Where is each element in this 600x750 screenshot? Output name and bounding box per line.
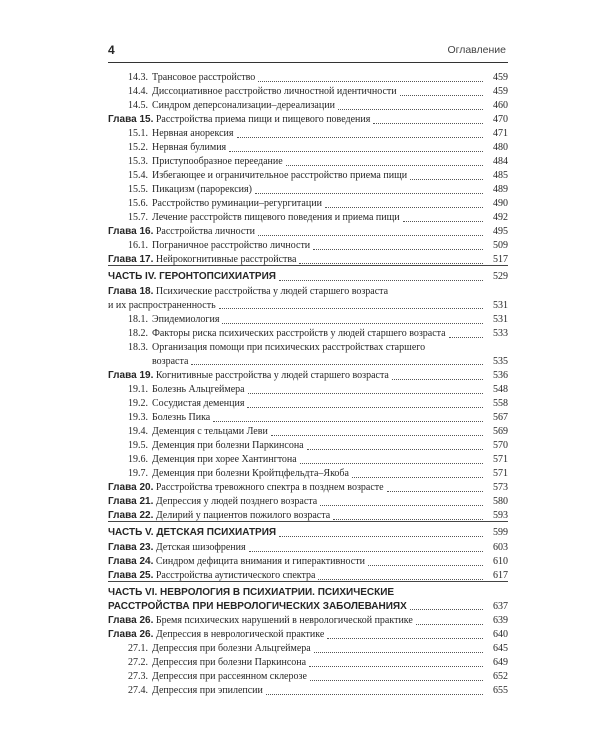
- toc-chapter-entry[interactable]: [108, 481, 508, 495]
- toc-entry[interactable]: [128, 313, 508, 327]
- dot-leader: [318, 579, 483, 580]
- page-ref: 640: [493, 629, 508, 640]
- page-ref: 610: [493, 556, 508, 567]
- section-title: Депрессия при эпилепсии: [152, 685, 263, 696]
- section-number: 18.2.: [128, 328, 148, 339]
- section-title: Факторы риска психических расстройств у людей старшего возраста: [152, 328, 446, 339]
- toc-entry[interactable]: [128, 397, 508, 411]
- section-number: 19.7.: [128, 468, 148, 479]
- chapter-title: Делирий у пациентов пожилого возраста: [155, 510, 331, 521]
- section-number: 19.6.: [128, 454, 148, 465]
- section-number: 14.3.: [128, 72, 148, 83]
- dot-leader: [325, 207, 483, 208]
- section-title: Нервная булимия: [152, 142, 227, 153]
- chapter-label: Глава 22.: [108, 510, 154, 521]
- page-ref: 570: [493, 440, 508, 451]
- toc-entry[interactable]: [128, 341, 508, 368]
- toc-chapter-entry[interactable]: [108, 628, 508, 642]
- toc-chapter-entry[interactable]: [108, 225, 508, 239]
- section-title: Депрессия при болезни Паркинсона: [152, 657, 307, 668]
- section-title: Эпидемиология: [152, 314, 220, 325]
- page-ref: 548: [493, 384, 508, 395]
- section-title: Расстройство руминации–регургитации: [152, 198, 322, 209]
- toc-part-entry[interactable]: [108, 586, 508, 613]
- section-number: 19.1.: [128, 384, 148, 395]
- dot-leader: [258, 81, 483, 82]
- toc-entry[interactable]: [128, 411, 508, 425]
- dot-leader: [229, 151, 483, 152]
- dot-leader: [392, 379, 483, 380]
- chapter-title: Детская шизофрения: [155, 542, 246, 553]
- dot-leader: [314, 652, 483, 653]
- page-ref: 558: [493, 398, 508, 409]
- page-ref: 460: [493, 100, 508, 111]
- page-ref: 470: [493, 114, 508, 125]
- dot-leader: [279, 536, 483, 537]
- section-number: 19.3.: [128, 412, 148, 423]
- section-title: Депрессия при болезни Альцгеймера: [152, 643, 311, 654]
- dot-leader: [410, 179, 483, 180]
- dot-leader: [307, 449, 483, 450]
- section-title: Диссоциативное расстройство личностной идентичности: [152, 86, 397, 97]
- section-title: Лечение расстройств пищевого поведения и приема пищи: [152, 212, 400, 223]
- dot-leader: [271, 435, 483, 436]
- section-number: 27.2.: [128, 657, 148, 668]
- dot-leader: [248, 393, 483, 394]
- section-number: 18.1.: [128, 314, 148, 325]
- section-number: 15.7.: [128, 212, 148, 223]
- chapter-label: Глава 19.: [108, 370, 154, 381]
- section-title: Болезнь Альцгеймера: [152, 384, 245, 395]
- section-title: Трансовое расстройство: [152, 72, 256, 83]
- page-ref: 471: [493, 128, 508, 139]
- chapter-label: Глава 15.: [108, 114, 154, 125]
- header-divider: [108, 62, 508, 63]
- page-ref: 571: [493, 468, 508, 479]
- chapter-title: Бремя психических нарушений в неврологической практике: [155, 615, 413, 626]
- page-ref: 599: [493, 527, 508, 538]
- toc-chapter-entry[interactable]: [108, 541, 508, 555]
- toc-entry[interactable]: [128, 327, 508, 341]
- toc-entry[interactable]: [128, 670, 508, 684]
- section-number: 15.3.: [128, 156, 148, 167]
- section-number: 16.1.: [128, 240, 148, 251]
- toc-entry[interactable]: [128, 211, 508, 225]
- section-title: Избегающее и ограничительное расстройство приема пищи: [152, 170, 408, 181]
- running-title: Оглавление: [447, 44, 506, 56]
- dot-leader: [449, 337, 483, 338]
- page-ref: 533: [493, 328, 508, 339]
- section-number: 15.4.: [128, 170, 148, 181]
- section-number: 15.2.: [128, 142, 148, 153]
- section-divider: [108, 581, 508, 582]
- section-number: 15.5.: [128, 184, 148, 195]
- page-ref: 480: [493, 142, 508, 153]
- section-title: Деменция при болезни Кройтцфельдта–Якоба: [152, 468, 349, 479]
- page-ref: 603: [493, 542, 508, 553]
- toc-entry[interactable]: [128, 656, 508, 670]
- dot-leader: [352, 477, 483, 478]
- toc-entry[interactable]: [128, 169, 508, 183]
- chapter-label: Глава 17.: [108, 254, 154, 265]
- dot-leader: [333, 519, 483, 520]
- toc-entry[interactable]: [128, 197, 508, 211]
- page-ref: 567: [493, 412, 508, 423]
- page-ref: 655: [493, 685, 508, 696]
- chapter-label: Глава 21.: [108, 496, 154, 507]
- toc-entry[interactable]: [128, 239, 508, 253]
- chapter-title: Когнитивные расстройства у людей старшего возраста: [155, 370, 389, 381]
- section-number: 14.4.: [128, 86, 148, 97]
- section-number: 19.2.: [128, 398, 148, 409]
- toc-entry[interactable]: [128, 99, 508, 113]
- chapter-label: Глава 26.: [108, 615, 154, 626]
- toc-entry[interactable]: [128, 642, 508, 656]
- chapter-title: Расстройства аутистического спектра: [155, 570, 316, 581]
- dot-leader: [299, 263, 483, 264]
- section-number: 19.5.: [128, 440, 148, 451]
- section-number: 15.6.: [128, 198, 148, 209]
- page-ref: 485: [493, 170, 508, 181]
- toc-entry[interactable]: [128, 71, 508, 85]
- chapter-title: Расстройства приема пищи и пищевого поведения: [155, 114, 371, 125]
- page-ref: 569: [493, 426, 508, 437]
- section-title: Деменция при болезни Паркинсона: [152, 440, 304, 451]
- page-ref: 639: [493, 615, 508, 626]
- page-ref: 645: [493, 643, 508, 654]
- section-number: 15.1.: [128, 128, 148, 139]
- dot-leader: [286, 165, 483, 166]
- chapter-title: Расстройства тревожного спектра в позднем возрасте: [155, 482, 384, 493]
- page-ref: 617: [493, 570, 508, 581]
- toc-entry[interactable]: [128, 425, 508, 439]
- dot-leader: [258, 235, 483, 236]
- chapter-label: Глава 16.: [108, 226, 154, 237]
- chapter-label: Глава 26.: [108, 629, 154, 640]
- dot-leader: [368, 565, 483, 566]
- dot-leader: [338, 109, 483, 110]
- page-ref: 531: [493, 299, 508, 311]
- dot-leader: [313, 249, 483, 250]
- dot-leader: [247, 407, 483, 408]
- part-title: ЧАСТЬ IV. ГЕРОНТОПСИХИАТРИЯ: [108, 271, 276, 282]
- chapter-title: Расстройства личности: [155, 226, 256, 237]
- toc-part-entry[interactable]: [108, 270, 508, 284]
- page-ref: 536: [493, 370, 508, 381]
- toc-entry[interactable]: [128, 141, 508, 155]
- page-ref: 490: [493, 198, 508, 209]
- section-number: 18.3.: [128, 342, 148, 353]
- dot-leader: [249, 551, 483, 552]
- page-ref: 571: [493, 454, 508, 465]
- section-title: Пикацизм (парорексия): [152, 184, 252, 195]
- page-number: 4: [108, 43, 115, 57]
- section-title-line2: возраста: [152, 355, 189, 367]
- part-title-line1: ЧАСТЬ VI. НЕВРОЛОГИЯ В ПСИХИАТРИИ. ПСИХИЧЕСКИЕ: [108, 587, 395, 598]
- page-ref: 535: [493, 355, 508, 367]
- toc-entry[interactable]: [128, 383, 508, 397]
- page-ref: 489: [493, 184, 508, 195]
- section-title: Нервная анорексия: [152, 128, 234, 139]
- dot-leader: [222, 323, 483, 324]
- page-ref: 580: [493, 496, 508, 507]
- section-number: 27.4.: [128, 685, 148, 696]
- toc-entry[interactable]: [128, 127, 508, 141]
- chapter-title-line1: Психические расстройства у людей старшего возраста: [155, 286, 389, 297]
- page-ref: 459: [493, 72, 508, 83]
- section-divider: [108, 265, 508, 266]
- toc-entry[interactable]: [128, 467, 508, 481]
- toc-entry[interactable]: [128, 183, 508, 197]
- page-header: [108, 43, 506, 59]
- toc-chapter-entry[interactable]: [108, 285, 508, 312]
- toc-entry[interactable]: [128, 684, 508, 698]
- chapter-label: Глава 23.: [108, 542, 154, 553]
- section-number: 14.5.: [128, 100, 148, 111]
- page-ref: 509: [493, 240, 508, 251]
- section-title-line1: Организация помощи при психических расстройствах старшего: [152, 342, 426, 353]
- toc-entry[interactable]: [128, 85, 508, 99]
- section-number: 19.4.: [128, 426, 148, 437]
- dot-leader: [237, 137, 484, 138]
- dot-leader: [213, 421, 483, 422]
- dot-leader: [387, 491, 483, 492]
- dot-leader: [400, 95, 483, 96]
- dot-leader: [266, 694, 483, 695]
- page-ref: 573: [493, 482, 508, 493]
- section-title: Деменция при хорее Хантингтона: [152, 454, 297, 465]
- page-ref: 652: [493, 671, 508, 682]
- page-ref: 649: [493, 657, 508, 668]
- dot-leader: [327, 638, 483, 639]
- toc-entry[interactable]: [128, 453, 508, 467]
- toc-chapter-entry[interactable]: [108, 113, 508, 127]
- chapter-label: Глава 24.: [108, 556, 154, 567]
- toc-entry[interactable]: [128, 155, 508, 169]
- section-title: Пограничное расстройство личности: [152, 240, 311, 251]
- dot-leader: [255, 193, 483, 194]
- toc-part-entry[interactable]: [108, 526, 508, 540]
- page-ref: 459: [493, 86, 508, 97]
- section-divider: [108, 521, 508, 522]
- dot-leader: [219, 308, 483, 309]
- section-title: Болезнь Пика: [152, 412, 211, 423]
- page-ref: 495: [493, 226, 508, 237]
- chapter-title: Нейрокогнитивные расстройства: [155, 254, 297, 265]
- section-title: Приступообразное переедание: [152, 156, 283, 167]
- page-ref: 492: [493, 212, 508, 223]
- toc-chapter-entry[interactable]: [108, 614, 508, 628]
- page-ref: 531: [493, 314, 508, 325]
- section-number: 27.3.: [128, 671, 148, 682]
- dot-leader: [310, 680, 483, 681]
- chapter-title: Синдром дефицита внимания и гиперактивности: [155, 556, 365, 567]
- chapter-title: Депрессия у людей позднего возраста: [155, 496, 318, 507]
- chapter-label: Глава 25.: [108, 570, 154, 581]
- toc-chapter-entry[interactable]: [108, 369, 508, 383]
- toc-chapter-entry[interactable]: [108, 555, 508, 569]
- page-ref: 529: [493, 271, 508, 282]
- chapter-label: Глава 20.: [108, 482, 154, 493]
- toc-entry[interactable]: [128, 439, 508, 453]
- page-ref: 637: [493, 600, 508, 612]
- chapter-title-line2: и их распространенность: [108, 299, 216, 311]
- dot-leader: [410, 609, 483, 610]
- dot-leader: [320, 505, 483, 506]
- section-title: Деменция с тельцами Леви: [152, 426, 268, 437]
- section-number: 27.1.: [128, 643, 148, 654]
- section-title: Сосудистая деменция: [152, 398, 245, 409]
- dot-leader: [416, 624, 483, 625]
- dot-leader: [309, 666, 483, 667]
- dot-leader: [373, 123, 483, 124]
- dot-leader: [403, 221, 483, 222]
- chapter-title: Депрессия в неврологической практике: [155, 629, 325, 640]
- chapter-label: Глава 18.: [108, 286, 154, 297]
- page-ref: 484: [493, 156, 508, 167]
- section-title: Синдром деперсонализации–дереализации: [152, 100, 335, 111]
- toc-chapter-entry[interactable]: [108, 495, 508, 509]
- section-title: Депрессия при рассеянном склерозе: [152, 671, 307, 682]
- dot-leader: [191, 364, 483, 365]
- part-title-line2: РАССТРОЙСТВА ПРИ НЕВРОЛОГИЧЕСКИХ ЗАБОЛЕВАНИЯХ: [108, 600, 407, 612]
- page-ref: 593: [493, 510, 508, 521]
- dot-leader: [279, 280, 483, 281]
- dot-leader: [300, 463, 483, 464]
- page-ref: 517: [493, 254, 508, 265]
- part-title: ЧАСТЬ V. ДЕТСКАЯ ПСИХИАТРИЯ: [108, 527, 277, 538]
